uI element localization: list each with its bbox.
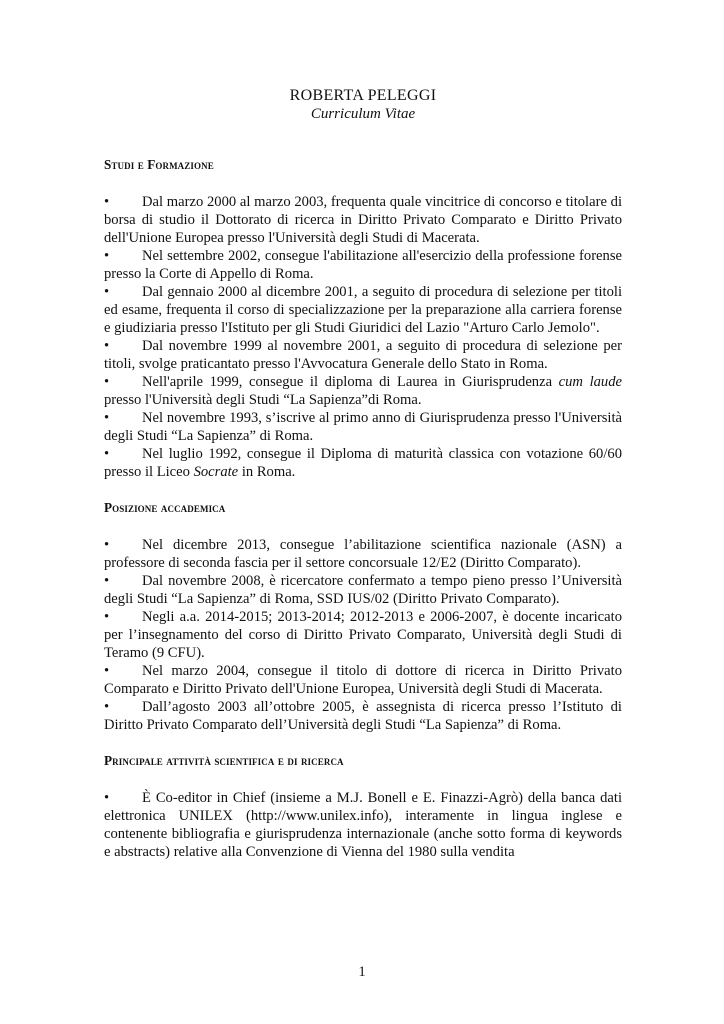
bullet-icon: • <box>104 194 110 210</box>
cv-header <box>104 86 622 124</box>
bullet-icon: • <box>104 248 110 264</box>
page-number: 1 <box>358 964 366 980</box>
section-title: Principale attività scientifica e di ricerca <box>104 753 344 768</box>
list-item: • Dal marzo 2000 al marzo 2003, frequenta quale vincitrice di concorso e titolare di borsa di studio il Dottorato di ricerca in Diritto Privato Comparato e Diritto Privato dell'Unione Europea presso l'Università degli Studi di Macerata. <box>104 194 622 246</box>
bullet-icon: • <box>104 537 110 553</box>
list-item: • Nel marzo 2004, consegue il titolo di dottore di ricerca in Diritto Privato Comparato e Diritto Privato dell'Unione Europea, Università degli Studi di Macerata. <box>104 663 622 697</box>
bullet-icon: • <box>104 284 110 300</box>
document-subtitle: Curriculum Vitae <box>310 106 416 122</box>
list-item: • Dal gennaio 2000 al dicembre 2001, a seguito di procedura di selezione per titoli ed esame, frequenta il corso di specializzazione per la preparazione alla carriera forense e giudiziaria presso l'Istituto per gli Studi Giuridici del Lazio "Arturo Carlo Jemolo". <box>104 284 622 336</box>
section-posizione-accademica <box>104 499 622 734</box>
bullet-icon: • <box>104 609 110 625</box>
list-item: • Nel novembre 1993, s’iscrive al primo anno di Giurisprudenza presso l'Università degli Studi “La Sapienza” di Roma. <box>104 410 622 444</box>
list-item: • Nel luglio 1992, consegue il Diploma di maturità classica con votazione 60/60 presso il Liceo Socrate in Roma. <box>104 446 622 480</box>
bullet-icon: • <box>104 410 110 426</box>
cv-page <box>104 86 622 879</box>
bullet-icon: • <box>104 338 110 354</box>
bullet-icon: • <box>104 663 110 679</box>
section-attivita-scientifica <box>104 752 622 861</box>
list-item: • Nel dicembre 2013, consegue l’abilitazione scientifica nazionale (ASN) a professore di seconda fascia per il settore concorsuale 12/E2 (Diritto Comparato). <box>104 537 622 571</box>
bullet-icon: • <box>104 790 110 806</box>
author-name: ROBERTA PELEGGI <box>289 87 437 104</box>
list-item: • Dal novembre 1999 al novembre 2001, a seguito di procedura di selezione per titoli, svolge praticantato presso l'Avvocatura Generale dello Stato in Roma. <box>104 338 622 372</box>
list-item: • Nell'aprile 1999, consegue il diploma di Laurea in Giurisprudenza cum laude presso l'Università degli Studi “La Sapienza”di Roma. <box>104 374 622 408</box>
bullet-icon: • <box>104 699 110 715</box>
bullet-icon: • <box>104 374 110 390</box>
list-item: • È Co-editor in Chief (insieme a M.J. Bonell e E. Finazzi-Agrò) della banca dati elettronica UNILEX (http://www.unilex.info), interamente in lingua inglese e contenente bibliografia e giurisprudenza internazionale (anche sotto forma di keywords e abstracts) relative alla Convenzione di Vienna del 1980 sulla vendita <box>104 790 622 860</box>
section-title: Studi e Formazione <box>104 157 214 172</box>
list-item: • Dall’agosto 2003 all’ottobre 2005, è assegnista di ricerca presso l’Istituto di Diritto Privato Comparato dell’Università degli Studi “La Sapienza” di Roma. <box>104 699 622 733</box>
list-item: • Dal novembre 2008, è ricercatore confermato a tempo pieno presso l’Università degli Studi “La Sapienza” di Roma, SSD IUS/02 (Diritto Privato Comparato). <box>104 573 622 607</box>
section-studi-formazione <box>104 156 622 481</box>
list-item: • Nel settembre 2002, consegue l'abilitazione all'esercizio della professione forense presso la Corte di Appello di Roma. <box>104 248 622 282</box>
section-title: Posizione accademica <box>104 500 226 515</box>
bullet-icon: • <box>104 446 110 462</box>
bullet-icon: • <box>104 573 110 589</box>
list-item: • Negli a.a. 2014-2015; 2013-2014; 2012-2013 e 2006-2007, è docente incaricato per l’insegnamento del corso di Diritto Privato Comparato, Università degli Studi di Teramo (9 CFU). <box>104 609 622 661</box>
